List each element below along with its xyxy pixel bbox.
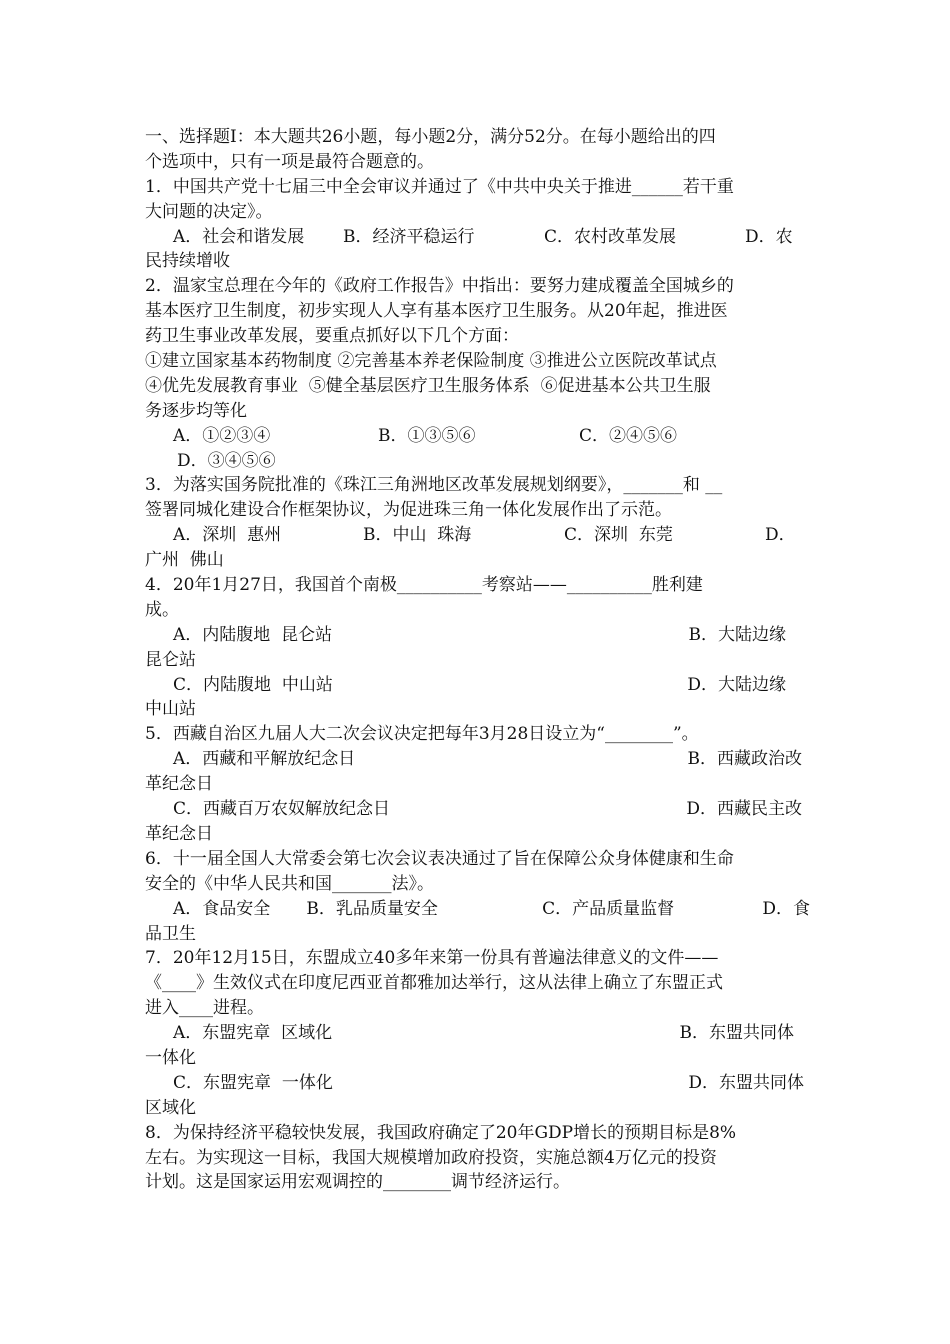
question-3-text: 签署同城化建设合作框架协议，为促进珠三角一体化发展作出了示范。 — [145, 500, 672, 521]
option-b: B．①③⑤⑥ — [378, 425, 476, 446]
question-6-text: 6．十一届全国人大常委会第七次会议表决通过了旨在保障公众身体健康和生命 — [145, 848, 734, 869]
question-3-options — [145, 523, 810, 548]
question-7-options-ab — [145, 1021, 810, 1046]
question-8-text: 计划。这是国家运用宏观调控的________调节经济运行。 — [145, 1172, 570, 1193]
option-c: C．②④⑤⑥ — [579, 425, 678, 446]
question-3-text: 3．为落实国务院批准的《珠江三角洲地区改革发展规划纲要》，_______和 __ — [145, 475, 723, 496]
section-header-line: 一、选择题Ⅰ：本大题共26小题，每小题2分，满分52分。在每小题给出的四 — [145, 127, 716, 147]
option-d: D．食 — [762, 898, 810, 919]
option-c: C．西藏百万农奴解放纪念日 — [173, 799, 391, 820]
option-d: D．农 — [745, 226, 793, 247]
question-6-options — [145, 897, 810, 922]
option-a: A．社会和谐发展 — [173, 226, 305, 247]
option-a: A．深圳 惠州 — [173, 525, 282, 546]
option-b: B．东盟共同体 — [679, 1023, 794, 1044]
option-b: B．乳品质量安全 — [306, 898, 438, 919]
question-1-options — [145, 225, 810, 250]
question-4-text: 成。 — [145, 599, 179, 620]
option-d-wrap: 广州 佛山 — [145, 550, 224, 571]
question-4-options-ab — [145, 623, 810, 648]
question-2-options — [145, 424, 810, 449]
question-1-text: 1．中国共产党十七届三中全会审议并通过了《中共中央关于推进______若干重 — [145, 176, 734, 197]
option-c: C．深圳 东莞 — [564, 525, 673, 546]
question-7-text: 进入____进程。 — [145, 998, 264, 1019]
option-c: C．产品质量监督 — [542, 898, 675, 919]
question-1-text: 大问题的决定》。 — [145, 201, 273, 222]
question-5-options-cd — [145, 797, 810, 822]
option-d-wrap: 革纪念日 — [145, 823, 213, 844]
question-7-text: 7．20年12月15日，东盟成立40多年来第一份具有普遍法律意义的文件—— — [145, 948, 719, 969]
option-b-wrap: 一体化 — [145, 1047, 196, 1068]
question-2-text: ④优先发展教育事业 ⑤健全基层医疗卫生服务体系 ⑥促进基本公共卫生服 — [145, 375, 711, 396]
question-6-text: 安全的《中华人民共和国_______法》。 — [145, 873, 434, 894]
option-b: B．大陆边缘 — [688, 624, 786, 645]
option-c: C．农村改革发展 — [544, 226, 677, 247]
question-2-text: 2．温家宝总理在今年的《政府工作报告》中指出：要努力建成覆盖全国城乡的 — [145, 276, 734, 297]
question-7-options-cd — [145, 1071, 810, 1096]
option-a: A．内陆腹地 昆仑站 — [173, 624, 333, 645]
question-2-text: 药卫生事业改革发展，要重点抓好以下几个方面： — [145, 326, 519, 347]
option-d: D． — [765, 525, 796, 546]
question-5-options-ab — [145, 747, 810, 772]
option-b: B．西藏政治改 — [687, 749, 802, 770]
option-c: C．东盟宪章 一体化 — [173, 1072, 333, 1093]
question-2-text: 基本医疗卫生制度，初步实现人人享有基本医疗卫生服务。从20年起，推进医 — [145, 301, 728, 322]
option-b-wrap: 昆仑站 — [145, 649, 196, 670]
option-d: D．大陆边缘 — [687, 674, 786, 695]
option-b: B．中山 珠海 — [363, 525, 472, 546]
option-d-wrap: 民持续增收 — [145, 251, 230, 272]
option-a: A．食品安全 — [173, 898, 271, 919]
option-a: A．西藏和平解放纪念日 — [173, 749, 356, 770]
question-4-options-cd — [145, 673, 810, 698]
option-d: D．西藏民主改 — [686, 799, 802, 820]
section-header-line: 个选项中，只有一项是最符合题意的。 — [145, 151, 434, 172]
question-2-text: 务逐步均等化 — [145, 400, 247, 421]
option-d-wrap: 品卫生 — [145, 923, 196, 944]
option-d: D．东盟共同体 — [688, 1072, 804, 1093]
option-b-wrap: 革纪念日 — [145, 774, 213, 795]
question-8-text: 8．为保持经济平稳较快发展，我国政府确定了20年GDP增长的预期目标是8% — [145, 1122, 737, 1143]
question-2-text: ①建立国家基本药物制度 ②完善基本养老保险制度 ③推进公立医院改革试点 — [145, 351, 717, 372]
option-a: A．东盟宪章 区域化 — [173, 1023, 333, 1044]
question-4-text: 4．20年1月27日，我国首个南极__________考察站——__________胜利建 — [145, 575, 703, 596]
option-d-wrap: 区域化 — [145, 1097, 196, 1118]
question-5-text: 5．西藏自治区九届人大二次会议决定把每年3月28日设立为“________”。 — [145, 724, 699, 745]
question-8-text: 左右。为实现这一目标，我国大规模增加政府投资，实施总额4万亿元的投资 — [145, 1147, 717, 1168]
exam-page — [145, 125, 810, 1195]
option-d: D．③④⑤⑥ — [177, 450, 276, 471]
question-7-text: 《____》生效仪式在印度尼西亚首都雅加达举行，这从法律上确立了东盟正式 — [145, 973, 723, 994]
option-b: B．经济平稳运行 — [343, 226, 475, 247]
option-c: C．内陆腹地 中山站 — [173, 674, 333, 695]
option-d-wrap: 中山站 — [145, 699, 196, 720]
option-a: A．①②③④ — [173, 425, 271, 446]
